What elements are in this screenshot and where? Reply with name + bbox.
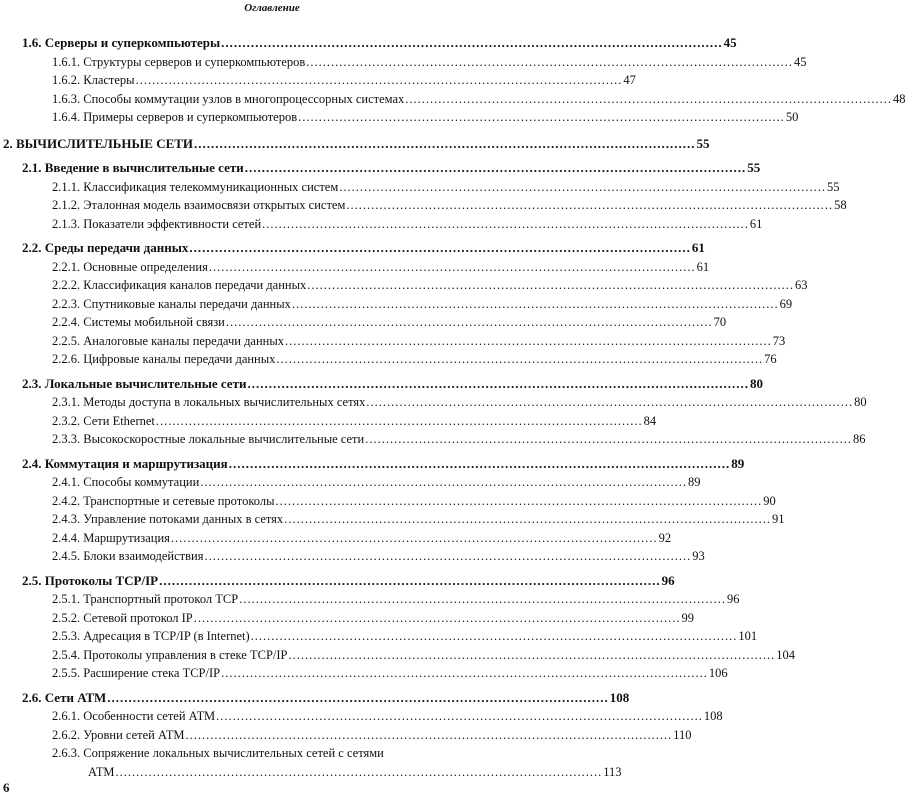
- toc-title: 1.6.2. Кластеры: [52, 73, 135, 87]
- toc-page: 86: [852, 432, 866, 446]
- toc-subsection-2-4-2: 2.4.2. Транспортные и сетевые протоколы ...................................................................................................................... 90: [0, 492, 544, 511]
- toc-page: 61: [696, 259, 710, 274]
- toc-title: 2.2.6. Цифровые каналы передачи данных: [52, 352, 276, 366]
- toc-page: 55: [696, 135, 710, 151]
- toc-subsection-2-5-5: 2.5.5. Расширение стека TCP/IP ...................................................................................................................... 106: [0, 664, 544, 683]
- toc-page: 61: [691, 240, 705, 255]
- toc-page: 55: [747, 160, 761, 175]
- toc-page: 80: [854, 395, 867, 409]
- toc-title: 2.5.3. Адресация в TCP/IP (в Internet): [52, 629, 250, 643]
- toc-page: 55: [827, 179, 840, 194]
- toc-title: 2.4. Коммутация и маршрутизация: [22, 455, 228, 471]
- toc-title: 2.2.3. Спутниковые каналы передачи данных: [52, 296, 291, 311]
- toc-subsection-1-6-4: 1.6.4. Примеры серверов и суперкомпьютеров ...................................................................................................................... 50: [0, 108, 544, 127]
- toc-subsection-2-3-2: 2.3.2. Сети Ethernet ...................................................................................................................... 84: [0, 412, 544, 431]
- toc-page: 91: [771, 512, 785, 526]
- toc-title: 2.2.5. Аналоговые каналы передачи данных: [52, 333, 285, 348]
- toc-page: 48: [893, 91, 906, 106]
- toc-page: 89: [731, 455, 745, 471]
- toc-subsection-2-6-2: 2.6.2. Уровни сетей АТМ ...................................................................................................................... 110: [0, 726, 544, 745]
- toc-section-2-4: 2.4. Коммутация и маршрутизация ...................................................................................................................... 89: [0, 455, 544, 474]
- toc-subsection-2-4-1: 2.4.1. Способы коммутации ...................................................................................................................... 89: [0, 473, 544, 492]
- toc-title: 2.2.4. Системы мобильной связи: [52, 315, 225, 329]
- toc-title: 2.6.1. Особенности сетей АТМ: [52, 709, 216, 723]
- toc-page: 45: [794, 54, 807, 69]
- toc-subsection-2-6-3: [0, 744, 622, 781]
- toc-section-2-3: 2.3. Локальные вычислительные сети ...................................................................................................................... 80: [0, 375, 544, 394]
- toc-page: 70: [713, 315, 727, 329]
- toc-page: 99: [681, 610, 695, 625]
- toc-title: 2.6.2. Уровни сетей АТМ: [52, 727, 185, 742]
- toc-page: 104: [776, 647, 795, 662]
- toc-title: 2.4.2. Транспортные и сетевые протоколы: [52, 493, 275, 508]
- toc-subsection-1-6-1: 1.6.1. Структуры серверов и суперкомпьютеров ...................................................................................................................... 45: [0, 53, 544, 72]
- toc-subsection-2-4-4: 2.4.4. Маршрутизация ...................................................................................................................... 92: [0, 529, 544, 548]
- toc-title: 2.4.3. Управление потоками данных в сетях: [52, 512, 284, 526]
- toc-title: 2. ВЫЧИСЛИТЕЛЬНЫЕ СЕТИ: [3, 135, 194, 151]
- toc-page: 80: [749, 375, 763, 391]
- toc-section-2-2: 2.2. Среды передачи данных ...................................................................................................................... 61: [0, 239, 544, 258]
- table-of-contents: [0, 34, 906, 781]
- toc-subsection-2-2-5: 2.2.5. Аналоговые каналы передачи данных ...................................................................................................................... 73: [0, 332, 544, 351]
- toc-title-line2-row: АТМ ...................................................................................................................... 113: [52, 763, 528, 782]
- toc-subsection-2-6-1: 2.6.1. Особенности сетей АТМ ...................................................................................................................... 108: [0, 707, 544, 726]
- toc-page: 106: [708, 666, 728, 680]
- toc-title: 1.6.3. Способы коммутации узлов в многопроцессорных системах: [52, 91, 405, 106]
- toc-title: 1.6.4. Примеры серверов и суперкомпьютеров: [52, 110, 298, 124]
- toc-page: 90: [763, 493, 776, 508]
- toc-title: 2.2. Среды передачи данных: [22, 240, 189, 255]
- toc-page: 101: [738, 629, 758, 643]
- toc-subsection-2-2-2: 2.2.2. Классификация каналов передачи данных ...................................................................................................................... 63: [0, 276, 544, 295]
- toc-subsection-2-2-1: 2.2.1. Основные определения ...................................................................................................................... 61: [0, 258, 544, 277]
- toc-section-2-6: 2.6. Сети АТМ ...................................................................................................................... 108: [0, 689, 544, 708]
- toc-page: 76: [764, 352, 777, 366]
- toc-page: 89: [688, 475, 701, 489]
- toc-subsection-2-4-3: 2.4.3. Управление потоками данных в сетях ...................................................................................................................... 91: [0, 510, 544, 529]
- toc-title: 2.3. Локальные вычислительные сети: [22, 375, 247, 391]
- toc-chapter-2: 2. ВЫЧИСЛИТЕЛЬНЫЕ СЕТИ ...................................................................................................................... 55: [0, 135, 544, 154]
- toc-page: 61: [749, 216, 763, 231]
- toc-page: 63: [795, 278, 808, 292]
- toc-section-2-1: 2.1. Введение в вычислительные сети ...................................................................................................................... 55: [0, 159, 544, 178]
- toc-subsection-2-4-5: 2.4.5. Блоки взаимодействия ...................................................................................................................... 93: [0, 547, 544, 566]
- toc-title: 1.6. Серверы и суперкомпьютеры: [22, 35, 221, 50]
- toc-subsection-2-2-6: 2.2.6. Цифровые каналы передачи данных ...................................................................................................................... 76: [0, 350, 544, 369]
- toc-page: 58: [834, 198, 847, 212]
- toc-subsection-2-1-1: 2.1.1. Классификация телекоммуникационных систем ...................................................................................................................... 55: [0, 178, 544, 197]
- toc-subsection-1-6-2: 1.6.2. Кластеры ...................................................................................................................... 47: [0, 71, 544, 90]
- toc-page: 96: [726, 592, 740, 606]
- toc-subsection-2-5-4: 2.5.4. Протоколы управления в стеке TCP/IP ...................................................................................................................... 104: [0, 646, 544, 665]
- toc-subsection-2-3-1: 2.3.1. Методы доступа в локальных вычислительных сетях ...................................................................................................................... 80: [0, 393, 544, 412]
- toc-subsection-2-5-2: 2.5.2. Сетевой протокол IP ...................................................................................................................... 99: [0, 609, 544, 628]
- toc-title: 2.5.5. Расширение стека TCP/IP: [52, 666, 221, 680]
- toc-title: 2.5.1. Транспортный протокол TCP: [52, 592, 239, 606]
- toc-title: 2.1.3. Показатели эффективности сетей: [52, 216, 262, 231]
- toc-subsection-2-2-4: 2.2.4. Системы мобильной связи ...................................................................................................................... 70: [0, 313, 544, 332]
- toc-page: 47: [623, 73, 636, 87]
- toc-subsection-2-5-3: 2.5.3. Адресация в TCP/IP (в Internet) ...................................................................................................................... 101: [0, 627, 544, 646]
- toc-page: 93: [692, 549, 705, 563]
- toc-page: 69: [779, 296, 793, 311]
- toc-title: 2.2.1. Основные определения: [52, 259, 208, 274]
- toc-page: 84: [643, 413, 657, 428]
- page-number: 6: [3, 780, 10, 795]
- toc-page: 92: [658, 530, 672, 545]
- toc-title: 2.3.2. Сети Ethernet: [52, 413, 155, 428]
- toc-subsection-2-1-3: 2.1.3. Показатели эффективности сетей ...................................................................................................................... 61: [0, 215, 544, 234]
- toc-title: 2.1.2. Эталонная модель взаимосвязи открытых систем: [52, 198, 346, 212]
- toc-title: 2.5.4. Протоколы управления в стеке TCP/IP: [52, 647, 288, 662]
- toc-title: 2.4.4. Маршрутизация: [52, 530, 170, 545]
- toc-title-line1: 2.6.3. Сопряжение локальных вычислительных сетей с сетями: [52, 746, 384, 760]
- toc-page: 45: [723, 35, 737, 50]
- toc-section-2-5: 2.5. Протоколы TCP/IP ...................................................................................................................... 96: [0, 572, 544, 591]
- toc-title: 2.1. Введение в вычислительные сети: [22, 160, 244, 175]
- toc-page: 96: [661, 572, 675, 588]
- toc-title: 2.4.5. Блоки взаимодействия: [52, 549, 204, 563]
- toc-page: 113: [603, 764, 622, 779]
- toc-title: 2.3.3. Высокоскоростные локальные вычислительные сети: [52, 432, 365, 446]
- toc-title: 2.4.1. Способы коммутации: [52, 475, 200, 489]
- toc-subsection-2-5-1: 2.5.1. Транспортный протокол TCP ...................................................................................................................... 96: [0, 590, 544, 609]
- toc-title: 2.5. Протоколы TCP/IP: [22, 572, 159, 588]
- toc-page: 108: [609, 689, 630, 705]
- toc-title: 2.6. Сети АТМ: [22, 689, 107, 705]
- toc-subsection-2-3-3: 2.3.3. Высокоскоростные локальные вычислительные сети ...................................................................................................................... 86: [0, 430, 544, 449]
- toc-subsection-1-6-3: 1.6.3. Способы коммутации узлов в многопроцессорных системах ...................................................................................................................... 48: [0, 90, 544, 109]
- toc-page: 108: [703, 709, 723, 723]
- toc-subsection-2-1-2: 2.1.2. Эталонная модель взаимосвязи открытых систем ...................................................................................................................... 58: [0, 196, 544, 215]
- toc-title: 2.2.2. Классификация каналов передачи данных: [52, 278, 307, 292]
- toc-title: 2.3.1. Методы доступа в локальных вычислительных сетях: [52, 395, 366, 409]
- page-header-title: Оглавление: [244, 2, 300, 14]
- toc-page: 73: [772, 333, 786, 348]
- toc-page: 110: [673, 727, 692, 742]
- toc-title: 2.1.1. Классификация телекоммуникационных систем: [52, 179, 339, 194]
- toc-title-line2: АТМ: [88, 764, 115, 779]
- toc-section-1-6: 1.6. Серверы и суперкомпьютеры ...................................................................................................................... 45: [0, 34, 544, 53]
- toc-title: 2.5.2. Сетевой протокол IP: [52, 610, 193, 625]
- toc-subsection-2-2-3: 2.2.3. Спутниковые каналы передачи данных ...................................................................................................................... 69: [0, 295, 544, 314]
- toc-title: 1.6.1. Структуры серверов и суперкомпьютеров: [52, 54, 306, 69]
- toc-page: 50: [785, 110, 799, 124]
